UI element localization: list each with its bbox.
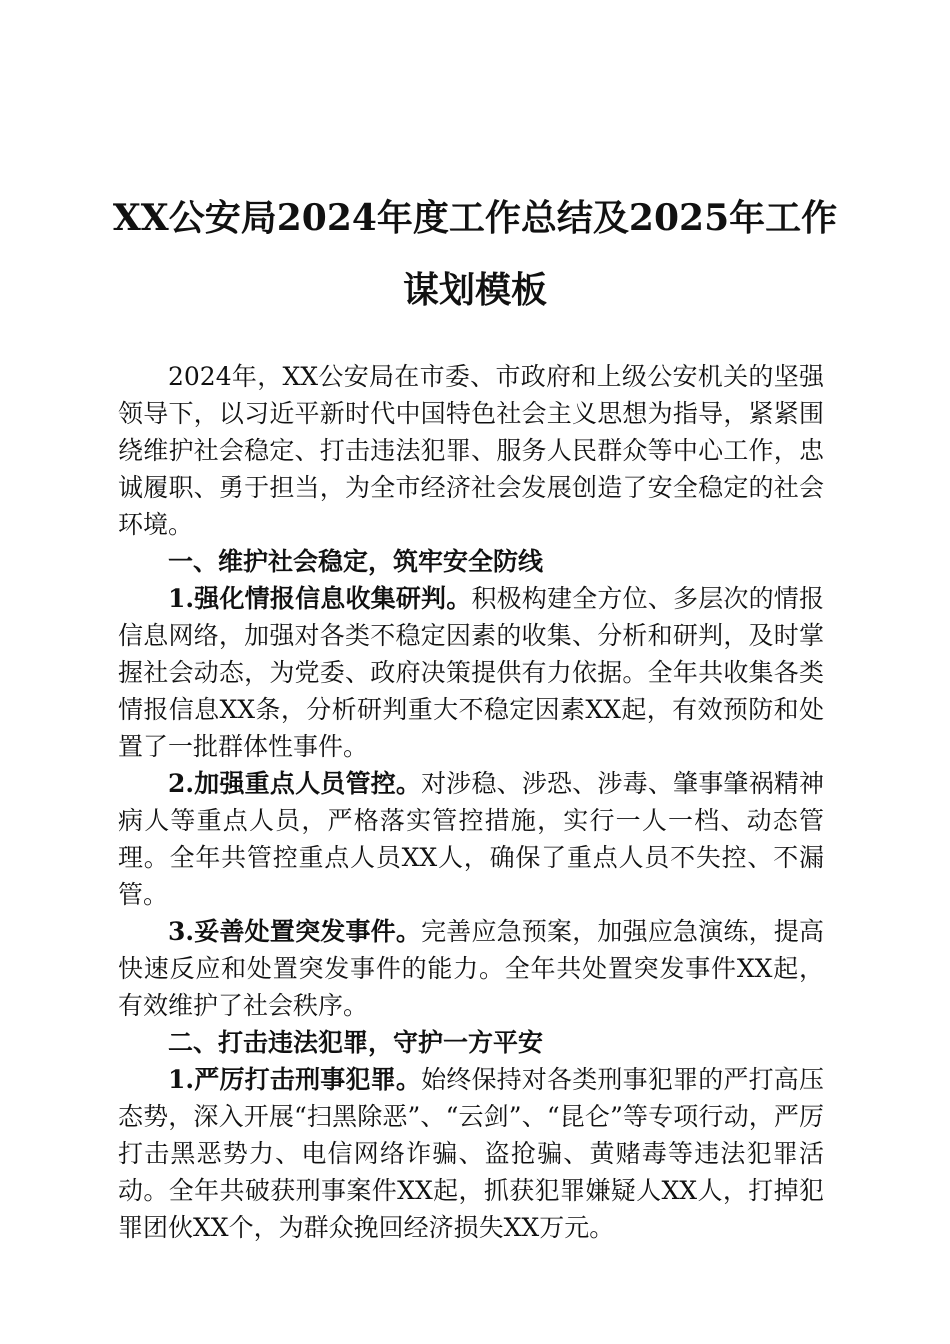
section-1-item-3 xyxy=(118,913,824,1024)
item-text: 对涉稳、涉恐、涉毒、肇事肇祸精神病人等重点人员，严格落实管控措施，实行一人一档、动态管理。全年共管控重点人员XX人，确保了重点人员不失控、不漏管。 xyxy=(118,769,824,909)
document-title-line-2: 谋划模板 xyxy=(402,269,547,311)
item-text: 积极构建全方位、多层次的情报信息网络，加强对各类不稳定因素的收集、分析和研判，及时掌握社会动态，为党委、政府决策提供有力依据。全年共收集各类情报信息XX条，分析研判重大不稳定因素XX起，有效预防和处置了一批群体性事件。 xyxy=(118,584,824,761)
item-lead: 1.严厉打击刑事犯罪。 xyxy=(168,1065,422,1094)
intro-paragraph: 2024年，XX公安局在市委、市政府和上级公安机关的坚强领导下，以习近平新时代中国特色社会主义思想为指导，紧紧围绕维护社会稳定、打击违法犯罪、服务人民群众等中心工作，忠诚履职、勇于担当，为全市经济社会发展创造了安全稳定的社会环境。 xyxy=(118,362,824,539)
section-1-item-1 xyxy=(118,580,824,765)
section-heading-1: 一、维护社会稳定，筑牢安全防线 xyxy=(168,547,544,576)
section-heading-2: 二、打击违法犯罪，守护一方平安 xyxy=(168,1028,544,1057)
item-text: 完善应急预案，加强应急演练，提高快速反应和处置突发事件的能力。全年共处置突发事件XX起，有效维护了社会秩序。 xyxy=(118,917,824,1020)
item-lead: 2.加强重点人员管控。 xyxy=(168,769,422,798)
item-text: 始终保持对各类刑事犯罪的严打高压态势，深入开展“扫黑除恶”、“云剑”、“昆仑”等专项行动，严厉打击黑恶势力、电信网络诈骗、盗抢骗、黄赌毒等违法犯罪活动。全年共破获刑事案件XX起，抓获犯罪嫌疑人XX人，打掉犯罪团伙XX个，为群众挽回经济损失XX万元。 xyxy=(118,1065,824,1242)
item-lead: 1.强化情报信息收集研判。 xyxy=(168,584,472,613)
section-2-item-1 xyxy=(118,1061,824,1246)
item-lead: 3.妥善处置突发事件。 xyxy=(168,917,422,946)
document-title-line-1: XX公安局2024年度工作总结及2025年工作 xyxy=(112,197,838,239)
section-1-item-2 xyxy=(118,765,824,913)
document-body xyxy=(118,358,824,1246)
